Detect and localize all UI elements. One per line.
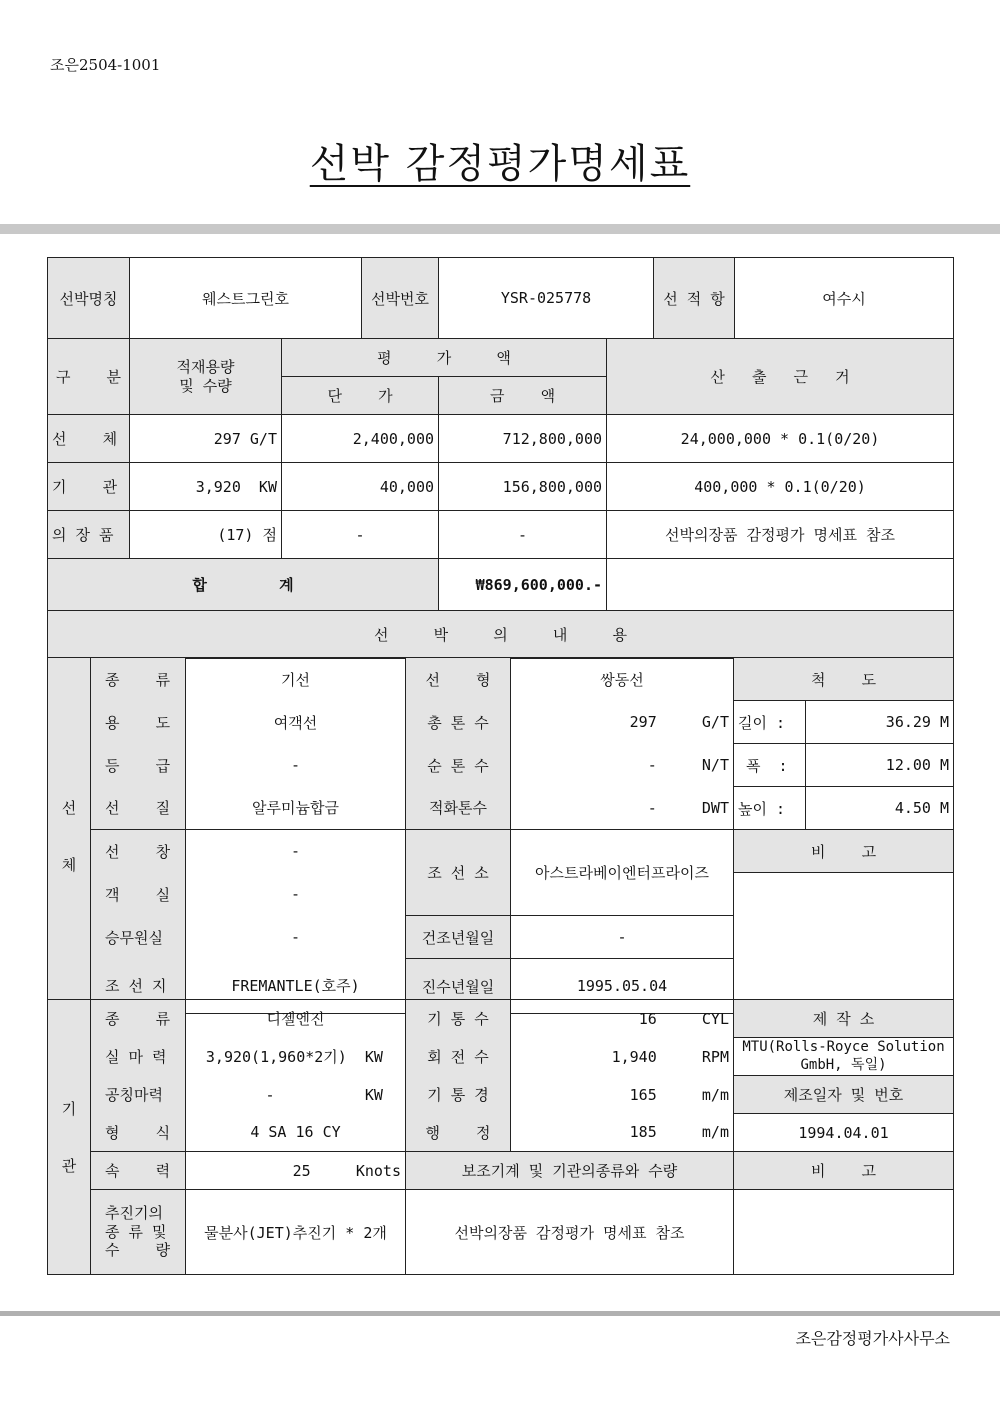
engine-maker-label: 제 작 소 — [734, 1000, 954, 1038]
hull-built-value: - — [511, 916, 734, 959]
page-title: 선박 감정평가명세표 — [309, 141, 691, 187]
hull-net-value: - N/T — [511, 744, 734, 787]
hull-material-label: 선 질 — [91, 787, 186, 830]
total-label: 합 계 — [48, 559, 439, 611]
document-id: 조은2504-1001 — [50, 56, 161, 74]
row-hull-label: 선 체 — [48, 415, 130, 463]
office-name: 조은감정평가사사무소 — [795, 1329, 950, 1348]
engine-bore-value: 165 m/m — [511, 1076, 734, 1114]
row-engine-basis: 400,000 * 0.1(0/20) — [607, 463, 954, 511]
hull-net-label: 순 톤 수 — [406, 744, 511, 787]
hull-gross-value: 297 G/T — [511, 701, 734, 744]
hull-cabin-label: 객 실 — [91, 873, 186, 916]
ship-name-value: 웨스트그린호 — [130, 258, 362, 339]
hull-crew-label: 승무원실 — [91, 916, 186, 959]
hull-cargo-label: 적화톤수 — [406, 787, 511, 830]
engine-propulsion-value: 물분사(JET)추진기 * 2개 — [186, 1190, 406, 1275]
hull-grade-label: 등 급 — [91, 744, 186, 787]
amount-header: 금 액 — [439, 377, 607, 415]
ship-no-label: 선박번호 — [362, 258, 439, 339]
category-header: 구 분 — [48, 339, 130, 415]
engine-remarks-value — [734, 1190, 954, 1275]
row-hull-unit: 2,400,000 — [282, 415, 439, 463]
hull-shape-value: 쌍동선 — [511, 658, 734, 701]
total-value: ₩869,600,000.- — [439, 559, 607, 611]
hull-site-label: 조 선 지 — [91, 959, 186, 1014]
hull-kind-value: 기선 — [186, 658, 406, 701]
engine-rpm-value: 1,940 RPM — [511, 1038, 734, 1076]
engine-stroke-label: 행 정 — [406, 1114, 511, 1152]
row-engine-unit: 40,000 — [282, 463, 439, 511]
hull-length-value: 36.29 M — [806, 701, 954, 744]
engine-power-value: 3,920(1,960*2기) KW — [186, 1038, 406, 1076]
hull-builder-label: 조 선 소 — [406, 830, 511, 916]
row-outfit-label: 의 장 품 — [48, 511, 130, 559]
hull-cabin-value: - — [186, 873, 406, 916]
valuation-header: 평 가 액 — [282, 339, 607, 377]
port-label: 선 적 항 — [654, 258, 735, 339]
hull-remarks-value — [734, 873, 954, 1014]
row-hull-amount: 712,800,000 — [439, 415, 607, 463]
engine-speed-value: 25 Knots — [186, 1152, 406, 1190]
row-outfit-basis: 선박의장품 감정평가 명세표 참조 — [607, 511, 954, 559]
details-header: 선 박 의 내 용 — [48, 611, 954, 659]
bottom-divider — [0, 1311, 1000, 1316]
engine-cyl-value: 16 CYL — [511, 1000, 734, 1038]
hull-dims-label: 척 도 — [734, 658, 954, 701]
row-outfit-qty: (17) 점 — [130, 511, 282, 559]
hull-gross-label: 총 톤 수 — [406, 701, 511, 744]
engine-date-no-value: 1994.04.01 — [734, 1114, 954, 1152]
engine-bore-label: 기 통 경 — [406, 1076, 511, 1114]
hull-shape-label: 선 형 — [406, 658, 511, 701]
engine-details-table — [47, 999, 954, 1275]
hull-length-label: 길이 : — [734, 701, 806, 744]
hull-width-value: 12.00 M — [806, 744, 954, 787]
hull-crew-value: - — [186, 916, 406, 959]
hull-builder-value: 아스트라베이엔터프라이즈 — [511, 830, 734, 916]
hull-height-label: 높이 : — [734, 787, 806, 830]
engine-power-label: 실 마 력 — [91, 1038, 186, 1076]
engine-nominal-label: 공칭마력 — [91, 1076, 186, 1114]
hull-details-table — [47, 657, 954, 1014]
engine-type-value: 4 SA 16 CY — [186, 1114, 406, 1152]
hull-site-value: FREMANTLE(호주) — [186, 959, 406, 1014]
hull-launch-value: 1995.05.04 — [511, 959, 734, 1014]
engine-group-label: 기 관 — [48, 1000, 91, 1275]
engine-propulsion-label: 추진기의 종 류 및 수 량 — [91, 1190, 186, 1275]
engine-nominal-value: - KW — [186, 1076, 406, 1114]
hull-remarks-label: 비 고 — [734, 830, 954, 873]
engine-stroke-value: 185 m/m — [511, 1114, 734, 1152]
hull-width-label: 폭 : — [734, 744, 806, 787]
hull-built-label: 건조년월일 — [406, 916, 511, 959]
engine-cyl-label: 기 통 수 — [406, 1000, 511, 1038]
engine-speed-label: 속 력 — [91, 1152, 186, 1190]
engine-kind-label: 종 류 — [91, 1000, 186, 1038]
hull-grade-value: - — [186, 744, 406, 787]
ship-name-label: 선박명칭 — [48, 258, 130, 339]
row-engine-amount: 156,800,000 — [439, 463, 607, 511]
hull-launch-label: 진수년월일 — [406, 959, 511, 1014]
port-value: 여수시 — [735, 258, 954, 339]
row-hull-basis: 24,000,000 * 0.1(0/20) — [607, 415, 954, 463]
engine-date-no-label: 제조일자 및 번호 — [734, 1076, 954, 1114]
hull-window-value: - — [186, 830, 406, 873]
engine-aux-label: 보조기계 및 기관의종류와 수량 — [406, 1152, 734, 1190]
hull-window-label: 선 창 — [91, 830, 186, 873]
engine-rpm-label: 회 전 수 — [406, 1038, 511, 1076]
hull-group-label: 선 체 — [48, 658, 91, 1014]
engine-remarks-label: 비 고 — [734, 1152, 954, 1190]
ship-no-value: YSR-025778 — [439, 258, 654, 339]
hull-height-value: 4.50 M — [806, 787, 954, 830]
row-outfit-amount: - — [439, 511, 607, 559]
engine-type-label: 형 식 — [91, 1114, 186, 1152]
hull-use-label: 용 도 — [91, 701, 186, 744]
engine-aux-value: 선박의장품 감정평가 명세표 참조 — [406, 1190, 734, 1275]
row-outfit-unit: - — [282, 511, 439, 559]
hull-kind-label: 종 류 — [91, 658, 186, 701]
engine-maker-value: MTU(Rolls-Royce Solution GmbH, 독일) — [734, 1038, 954, 1076]
unit-price-header: 단 가 — [282, 377, 439, 415]
row-engine-qty: 3,920 KW — [130, 463, 282, 511]
hull-cargo-value: - DWT — [511, 787, 734, 830]
engine-kind-value: 디젤엔진 — [186, 1000, 406, 1038]
top-divider — [0, 224, 1000, 234]
row-hull-qty: 297 G/T — [130, 415, 282, 463]
capacity-header: 적재용량 및 수량 — [130, 339, 282, 415]
hull-use-value: 여객선 — [186, 701, 406, 744]
basis-header: 산 출 근 거 — [607, 339, 954, 415]
hull-material-value: 알루미늄합금 — [186, 787, 406, 830]
total-blank — [607, 559, 954, 611]
valuation-summary-table — [47, 257, 954, 659]
row-engine-label: 기 관 — [48, 463, 130, 511]
